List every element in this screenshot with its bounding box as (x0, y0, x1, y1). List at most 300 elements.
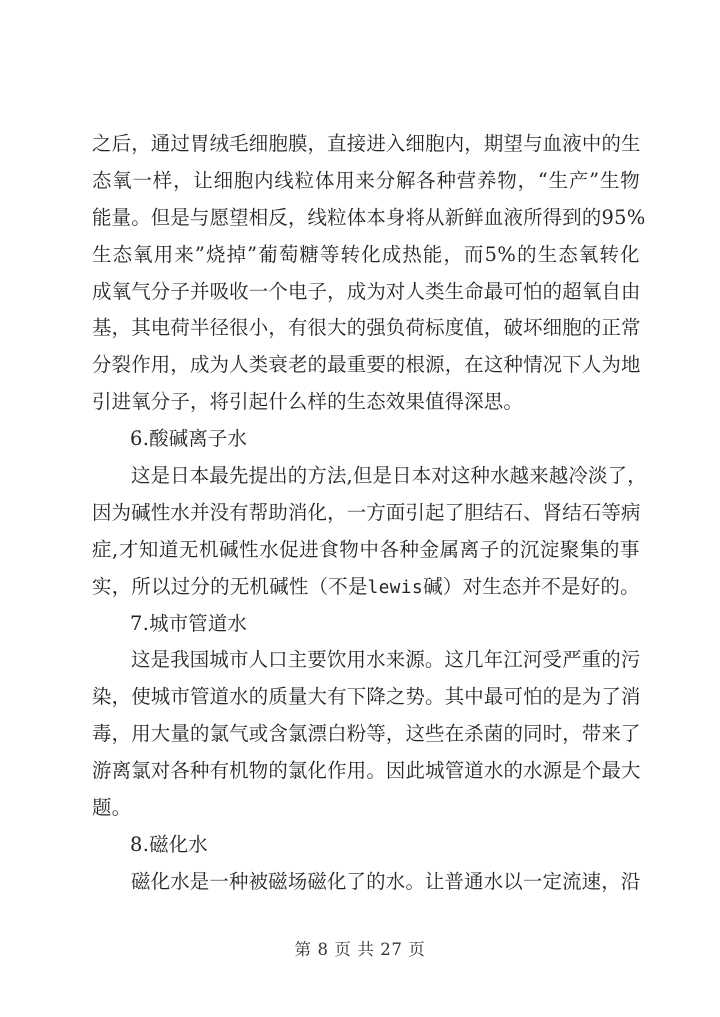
text-run: 荷 (405, 316, 426, 340)
text-run: 用 (346, 648, 367, 672)
text-run: 个 (268, 279, 288, 303)
text-run: 子 (479, 537, 500, 561)
text-run: “ (537, 168, 548, 192)
text-line (92, 495, 640, 532)
text-run: 来 (601, 722, 622, 746)
text-run: 江 (503, 648, 523, 672)
text-run: 毒 (92, 722, 112, 746)
text-run: 分 (375, 168, 396, 192)
text-run: ） (442, 574, 463, 598)
text-run: ， (385, 722, 406, 746)
text-run: 些 (425, 722, 445, 746)
text-run: 面 (385, 500, 406, 524)
text-run: 命 (464, 279, 484, 303)
text-run: 大 (621, 759, 641, 783)
text-run: 胃 (189, 132, 210, 155)
text-run: 磁 (307, 869, 327, 893)
text-line (92, 237, 640, 274)
text-run: 漂 (307, 722, 328, 746)
text-run: 强 (366, 316, 386, 340)
text-run: 重 (581, 648, 602, 672)
numeric-run: 8 (130, 832, 143, 856)
text-run: ， (268, 316, 288, 340)
text-run: 知 (138, 537, 159, 561)
text-run: 源 (425, 353, 445, 377)
text-run: 水 (483, 759, 504, 783)
text-run: 流 (562, 869, 582, 893)
text-run (368, 569, 423, 606)
text-run: 化 (361, 242, 381, 266)
first-line-indent (92, 642, 131, 679)
text-run: 径 (209, 316, 230, 340)
text-run: 成 (189, 353, 210, 377)
text-run: 的 (189, 722, 210, 746)
text-run: 的 (366, 869, 386, 893)
text-run: 食 (319, 537, 339, 561)
text-run: 石 (581, 500, 602, 524)
text-line (92, 569, 640, 606)
text-run: 望 (229, 205, 249, 229)
text-run: 最 (483, 685, 504, 709)
text-run: 细 (542, 316, 563, 340)
text-run: 人 (581, 353, 602, 377)
text-run: 通 (150, 132, 171, 155)
text-run: 所 (131, 574, 151, 598)
text-run: 菌 (483, 722, 504, 746)
text-line: 6.酸碱离子水 (130, 427, 248, 451)
text-run: ” (194, 242, 206, 266)
document-text-body (92, 126, 647, 901)
text-run: 老 (287, 353, 308, 377)
text-run: 水 (490, 464, 510, 488)
text-run: 而 (464, 242, 484, 266)
text-run: 症 (92, 537, 112, 561)
text-run: 最 (209, 464, 229, 488)
text-run: ， (444, 353, 465, 377)
text-run: 直 (327, 132, 347, 155)
text-run: 此 (405, 759, 426, 783)
text-run: 场 (287, 869, 308, 893)
text-run: 结 (483, 500, 504, 524)
text-run: ， (111, 574, 132, 598)
text-run: 淀 (539, 537, 560, 561)
text-run: 态 (112, 242, 133, 266)
text-run: 物 (339, 537, 359, 561)
text-run: ， (131, 132, 151, 155)
text-run: 了 (601, 685, 622, 709)
text-run: 饮 (326, 648, 347, 672)
text-run: 我 (170, 648, 190, 672)
text-run: 量 (170, 722, 190, 746)
text-run: 接 (346, 132, 367, 155)
text-run: 几 (464, 648, 484, 672)
text-run: 的 (517, 242, 537, 266)
text-run: 分 (92, 353, 112, 377)
text-run: ， (111, 722, 132, 746)
text-line: 8.磁化水 (130, 832, 208, 856)
text-run: 态 (501, 574, 522, 598)
text-run: 生 (92, 242, 112, 266)
text-run: 来 (385, 648, 406, 672)
text-run: 况 (542, 353, 563, 377)
text-run: 氧 (112, 168, 132, 192)
text-run: 含 (268, 722, 288, 746)
text-run: 种 (228, 869, 249, 893)
text-line (92, 310, 640, 347)
text-run: 能 (422, 242, 443, 266)
text-run: 负 (385, 316, 406, 340)
text-run: （ (308, 574, 329, 598)
text-run: 电 (287, 279, 308, 303)
text-run: 这 (444, 648, 465, 672)
text-run: 本 (411, 464, 432, 488)
numeric-run: 6 (130, 427, 143, 451)
text-run: ” (589, 168, 600, 192)
text-run: 愿 (209, 205, 230, 229)
text-run: 越 (548, 464, 569, 488)
text-run: 将 (405, 205, 426, 229)
text-run: 水 (259, 537, 279, 561)
text-run: 体 (346, 205, 367, 229)
text-run: 的 (581, 205, 602, 229)
text-run: 之 (92, 132, 112, 155)
text-run: 细 (248, 132, 269, 155)
text-run: 膜 (287, 132, 308, 155)
text-run: 种 (189, 759, 210, 783)
text-run: 值 (464, 316, 484, 340)
text-run: 一 (522, 869, 543, 893)
text-run: 方 (307, 464, 327, 488)
text-run: 下 (562, 353, 582, 377)
text-run: 性 (239, 537, 259, 561)
text-run: 了 (346, 869, 367, 893)
text-run: 生 (621, 132, 641, 155)
text-run: 氯 (131, 759, 151, 783)
text-run: 物 (620, 168, 640, 192)
text-run: 子 (307, 279, 328, 303)
text-run: 市 (228, 648, 249, 672)
text-run: 人 (405, 279, 426, 303)
text-run: ， (307, 132, 328, 155)
text-run: 离 (111, 759, 132, 783)
text-run: 了 (444, 500, 465, 524)
text-run: 粒 (294, 168, 315, 192)
text-line (92, 274, 640, 311)
text-run: 生 (599, 168, 620, 192)
text-run: 有 (287, 316, 308, 340)
text-run: 实 (92, 574, 112, 598)
text-run: 对 (462, 574, 483, 598)
text-run: 出 (268, 464, 288, 488)
text-run: 一 (346, 500, 367, 524)
text-run: 过 (170, 574, 191, 598)
text-run: 碱 (219, 537, 239, 561)
text-run: 氯 (209, 722, 230, 746)
text-run: 源 (405, 648, 425, 672)
text-run: 速 (581, 869, 602, 893)
text-run: 小 (248, 316, 269, 340)
text-run: 国 (189, 648, 210, 672)
text-run: 血 (483, 205, 504, 229)
text-line (92, 163, 640, 200)
text-run: 提 (248, 464, 269, 488)
text-run: 管 (189, 685, 210, 709)
text-run: 萄 (278, 242, 299, 266)
text-run: 吸 (209, 279, 230, 303)
text-run: 普 (444, 869, 465, 893)
text-run: 用 (150, 353, 171, 377)
text-run: 后 (111, 132, 132, 155)
text-run: 为 (601, 353, 622, 377)
text-run: 液 (503, 205, 524, 229)
text-run: 养 (477, 168, 497, 192)
text-run: 糖 (299, 242, 320, 266)
text-run: 不 (328, 574, 348, 598)
text-run: ， (443, 242, 464, 266)
text-run (601, 200, 645, 237)
text-run: 衰 (268, 353, 288, 377)
text-run: 碱 (423, 574, 443, 598)
text-run: 线 (307, 205, 328, 229)
text-run: 但 (352, 464, 373, 488)
text-run: 成 (92, 279, 112, 303)
text-run: 水 (170, 869, 190, 893)
text-run: 得 (542, 205, 563, 229)
text-run: 要 (307, 648, 327, 672)
text-run: 氧 (578, 242, 599, 266)
text-run: 产 (568, 168, 589, 192)
text-line (92, 532, 640, 569)
text-run: 所 (523, 205, 543, 229)
page-footer (0, 936, 720, 960)
text-line (92, 642, 640, 679)
text-run: 种 (503, 353, 524, 377)
text-run: 对 (385, 279, 406, 303)
text-run: ” (247, 242, 258, 266)
text-line: 题。 (92, 796, 132, 820)
text-run: 细 (405, 132, 426, 155)
text-run: 方 (366, 500, 386, 524)
text-run: 子 (170, 279, 190, 303)
text-run: 好 (580, 574, 601, 598)
text-run: 日 (170, 464, 190, 488)
text-run: 其 (131, 316, 151, 340)
text-run: 受 (542, 648, 563, 672)
first-line-indent (92, 864, 131, 901)
text-run: 态 (558, 242, 578, 266)
text-run: 物 (497, 168, 517, 192)
text-run: 这 (131, 648, 151, 672)
text-run: 降 (366, 685, 386, 709)
text-run: 毛 (229, 132, 249, 155)
text-run: 个 (581, 759, 602, 783)
text-run: 为 (209, 353, 230, 377)
text-run: , (346, 464, 353, 488)
text-run: 属 (439, 537, 460, 561)
text-run: 到 (562, 205, 582, 229)
text-run: 。 (405, 869, 425, 893)
text-run: 来 (355, 168, 376, 192)
text-run: 化 (326, 869, 347, 893)
text-line: 7.城市管道水 (130, 611, 248, 635)
text-run: 等 (320, 242, 340, 266)
text-run: 并 (189, 279, 210, 303)
text-run: 离 (459, 537, 480, 561)
text-run: 先 (228, 464, 249, 488)
text-run: 道 (209, 685, 230, 709)
text-run: 有 (327, 685, 347, 709)
text-run: 各 (170, 759, 190, 783)
numeric-run: 7 (130, 611, 143, 635)
text-run: 的 (601, 648, 621, 672)
text-run: 生 (537, 242, 558, 266)
text-run: 消 (287, 500, 308, 524)
text-run (485, 237, 517, 274)
text-line: 引进氧分子，将引起什么样的生态效果值得深思。 (92, 390, 523, 414)
text-run: 定 (542, 869, 563, 893)
text-run: 氧 (133, 242, 153, 266)
text-run: 碱 (131, 500, 151, 524)
text-run: 这 (483, 353, 504, 377)
text-run: 很 (229, 316, 249, 340)
text-run: 一 (209, 869, 229, 893)
text-run: 的 (542, 279, 563, 303)
text-line (92, 458, 647, 495)
text-run: ， (327, 500, 347, 524)
text-line (92, 347, 640, 384)
text-run: 作 (131, 353, 151, 377)
latin-run: lewis (367, 577, 424, 598)
text-run: 城 (425, 759, 445, 783)
text-run: 化 (150, 869, 171, 893)
text-line (92, 200, 646, 237)
text-run: 内 (254, 168, 274, 192)
text-run: 金 (419, 537, 440, 561)
text-run: 度 (444, 316, 465, 340)
text-run: 水 (366, 648, 386, 672)
text-run: 中 (359, 537, 380, 561)
text-run: 有 (209, 759, 230, 783)
text-run: 常 (621, 316, 641, 340)
text-run: 道 (158, 537, 179, 561)
text-run: 要 (366, 353, 386, 377)
text-run: 无 (229, 574, 250, 598)
text-run: 这 (131, 464, 151, 488)
text-run: 的 (385, 353, 406, 377)
text-run: 成 (346, 279, 367, 303)
text-run: , (112, 537, 119, 561)
text-run: 裂 (111, 353, 132, 377)
text-run: 通 (464, 869, 484, 893)
text-run: 。 (424, 648, 445, 672)
text-run: 冷 (568, 464, 589, 488)
text-line (92, 126, 640, 163)
text-run: 大 (327, 316, 347, 340)
text-run: 从 (425, 205, 445, 229)
text-run: 成 (381, 242, 402, 266)
text-run: 可 (503, 279, 524, 303)
text-run: 由 (621, 279, 641, 303)
text-run: 这 (450, 464, 471, 488)
text-run: 种 (436, 168, 457, 192)
text-run: 肾 (542, 500, 563, 524)
text-run: 收 (229, 279, 249, 303)
text-run: 消 (621, 685, 641, 709)
text-run: 营 (456, 168, 477, 192)
text-run: 最 (601, 759, 622, 783)
text-run: 与 (189, 205, 210, 229)
text-run: 一 (248, 279, 269, 303)
text-run: ， (627, 464, 647, 488)
text-run: 进 (299, 537, 319, 561)
text-run: 能 (92, 205, 112, 229)
text-run: 沉 (519, 537, 540, 561)
text-run: 了 (621, 722, 641, 746)
text-run: 是 (372, 464, 393, 488)
text-run: 促 (279, 537, 299, 561)
text-run: 的 (307, 353, 328, 377)
text-run: 作 (327, 759, 347, 783)
text-line (92, 753, 640, 790)
text-run: 根 (405, 353, 426, 377)
text-run: 用 (131, 722, 151, 746)
text-run: 类 (248, 353, 269, 377)
text-run: 在 (444, 722, 465, 746)
text-run: 电 (150, 316, 171, 340)
text-run: 其 (444, 685, 465, 709)
text-run: 进 (366, 132, 386, 155)
text-run: 粉 (346, 722, 367, 746)
text-run: 有 (229, 500, 249, 524)
text-run: 被 (248, 869, 269, 893)
first-line-indent (92, 458, 131, 495)
text-run: 本 (366, 205, 386, 229)
text-run: 种 (399, 537, 420, 561)
text-run: 之 (385, 685, 406, 709)
text-run: 性 (150, 500, 171, 524)
text-run: 是 (562, 759, 582, 783)
text-run: 分 (150, 279, 171, 303)
text-run: 白 (327, 722, 347, 746)
text-run: 严 (562, 648, 582, 672)
text-run: 粒 (327, 205, 347, 229)
text-run: ， (562, 722, 582, 746)
text-run: 大 (307, 685, 328, 709)
text-line (92, 864, 640, 901)
text-run: 水 (170, 500, 190, 524)
text-run: ， (173, 168, 193, 192)
text-run: 是 (150, 464, 171, 488)
text-run: 在 (464, 353, 484, 377)
text-run: 氯 (287, 759, 308, 783)
text-run: 种 (470, 464, 491, 488)
text-run: 来 (174, 242, 194, 266)
text-run: 氯 (287, 722, 308, 746)
text-run: 来 (529, 464, 549, 488)
text-run: 城 (209, 648, 229, 672)
text-run: ， (111, 685, 132, 709)
text-run: 胞 (562, 316, 582, 340)
text-run: 市 (170, 685, 190, 709)
text-run: 越 (509, 464, 530, 488)
text-run: 怕 (523, 685, 543, 709)
text-run: 气 (229, 722, 249, 746)
text-run: 葡 (258, 242, 278, 266)
text-run: 转 (599, 242, 620, 266)
text-run: 质 (268, 685, 288, 709)
text-run: 烧 (206, 242, 226, 266)
text-run: 各 (379, 537, 400, 561)
